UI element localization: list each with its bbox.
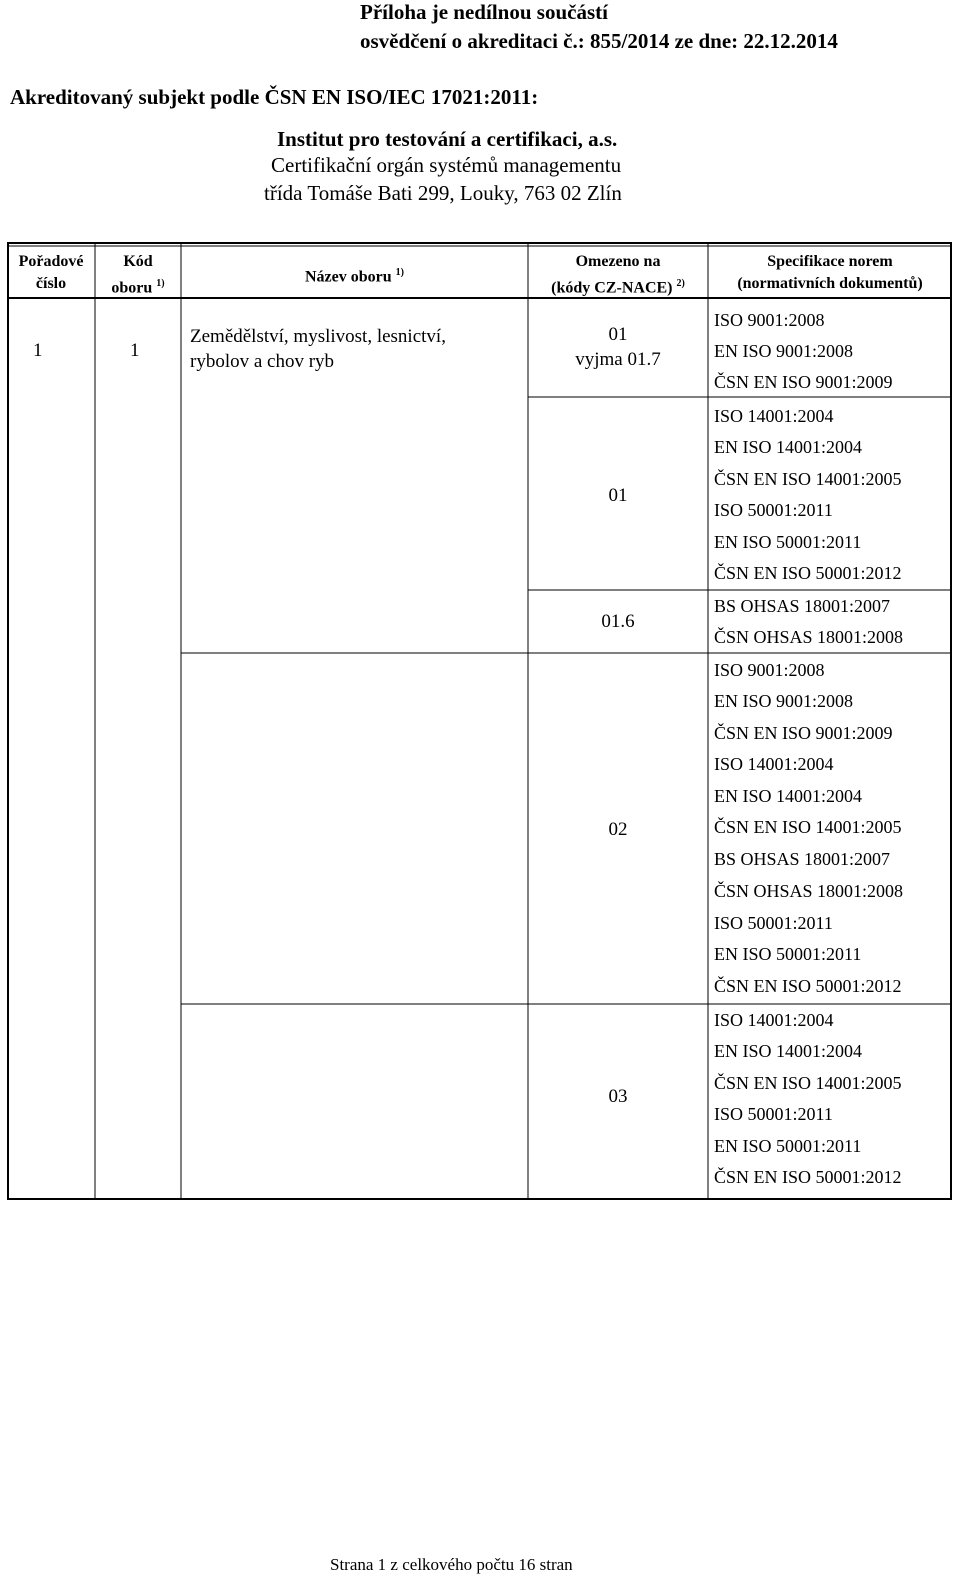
institute-name: Institut pro testování a certifikaci, a.s. [277, 127, 618, 151]
spec-item: ISO 9001:2008 [714, 310, 825, 330]
spec-list-group-3 [714, 590, 950, 653]
nace-code-group-1: 01 vyjma 01.7 [575, 324, 661, 370]
spec-item: ČSN OHSAS 18001:2008 [714, 881, 904, 901]
accredited-subject: Akreditovaný subjekt podle ČSN EN ISO/IEC 17021:2011: [10, 85, 539, 109]
page-footer: Strana 1 z celkového počtu 16 stran [330, 1555, 573, 1574]
spec-item: EN ISO 50001:2011 [714, 532, 862, 552]
row-field-name: Zemědělství, myslivost, lesnictví, rybolov a chov ryb [190, 326, 446, 372]
certification-body-name: Certifikační orgán systémů managementu [271, 153, 622, 177]
spec-item: EN ISO 50001:2011 [714, 944, 862, 964]
spec-item: ISO 9001:2008 [714, 660, 825, 680]
row-order-number: 1 [33, 340, 43, 361]
spec-item: ISO 50001:2011 [714, 913, 833, 933]
spec-item: EN ISO 9001:2008 [714, 341, 853, 361]
column-header-order: Pořadové číslo [18, 253, 84, 292]
attachment-line-1: Příloha je nedílnou součástí [360, 0, 608, 24]
spec-list-group-4 [714, 654, 950, 1004]
spec-item: ČSN EN ISO 14001:2005 [714, 469, 902, 489]
spec-item: EN ISO 14001:2004 [714, 786, 862, 806]
spec-item: BS OHSAS 18001:2007 [714, 596, 891, 616]
spec-item: EN ISO 50001:2011 [714, 1136, 862, 1156]
spec-item: ČSN EN ISO 14001:2005 [714, 817, 902, 837]
spec-list-group-2 [714, 400, 950, 590]
spec-item: EN ISO 14001:2004 [714, 1041, 862, 1061]
spec-item: ISO 50001:2011 [714, 500, 833, 520]
spec-item: ČSN OHSAS 18001:2008 [714, 627, 904, 647]
spec-item: EN ISO 9001:2008 [714, 691, 853, 711]
spec-item: ČSN EN ISO 9001:2009 [714, 372, 893, 392]
row-field-code: 1 [130, 340, 140, 361]
spec-item: EN ISO 14001:2004 [714, 437, 862, 457]
column-header-code: Kód oboru $^{1)}$ [111, 253, 165, 297]
spec-item: ČSN EN ISO 50001:2012 [714, 976, 902, 996]
nace-code-group-2: 01 [608, 485, 628, 506]
spec-list-group-1 [714, 304, 950, 397]
nace-code-group-5: 03 [608, 1086, 628, 1107]
spec-item: ČSN EN ISO 14001:2005 [714, 1073, 902, 1093]
spec-item: ČSN EN ISO 50001:2012 [714, 1167, 902, 1187]
spec-item: ISO 50001:2011 [714, 1104, 833, 1124]
nace-code-group-3: 01.6 [601, 611, 635, 632]
spec-item: BS OHSAS 18001:2007 [714, 849, 891, 869]
spec-item: ČSN EN ISO 9001:2009 [714, 723, 893, 743]
column-header-nace: Omezeno na (kódy CZ-NACE) $^{2)}$ [551, 253, 685, 297]
spec-item: ISO 14001:2004 [714, 754, 834, 774]
scope-table [7, 242, 952, 1200]
spec-item: ISO 14001:2004 [714, 1010, 834, 1030]
attachment-line-2: osvědčení o akreditaci č.: 855/2014 ze dne: 22.12.2014 [360, 29, 838, 53]
institute-address: třída Tomáše Bati 299, Louky, 763 02 Zlín [264, 181, 622, 205]
column-header-specifications: Specifikace norem (normativních dokumentů) [737, 253, 923, 292]
spec-item: ISO 14001:2004 [714, 406, 834, 426]
nace-code-group-4: 02 [608, 819, 628, 840]
spec-item: ČSN EN ISO 50001:2012 [714, 563, 902, 583]
spec-list-group-5 [714, 1004, 950, 1198]
column-header-name: Název oboru $^{1)}$ [305, 267, 404, 286]
